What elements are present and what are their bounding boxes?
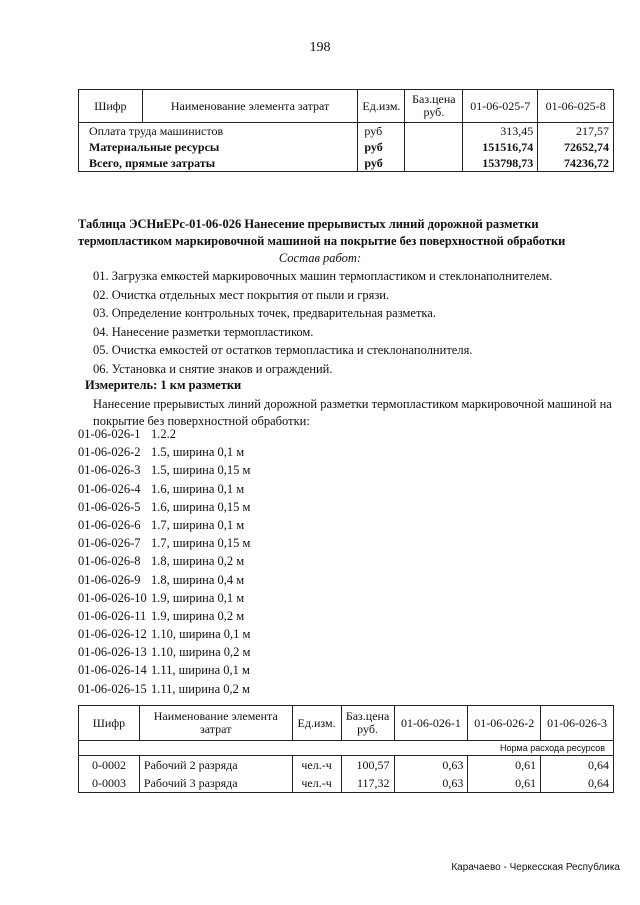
header-col-026-1: 01-06-026-1 [394,706,468,741]
row-code: 0-0002 [79,756,140,775]
footer-region: Карачаево - Черкесская Республика [451,862,620,873]
variant-text: 1.6, ширина 0,1 м [151,481,245,496]
header-col-025-7: 01-06-025-7 [463,90,538,123]
list-item [78,443,250,461]
row-value-1: 0,63 [394,756,468,775]
variant-code: 01-06-026-4 [78,481,141,496]
row-price: 100,57 [341,756,394,775]
header-col-026-3: 01-06-026-3 [541,706,614,741]
header-unit: Ед.изм. [358,90,405,123]
row-price: 117,32 [341,774,394,793]
description: Нанесение прерывистых линий дорожной разметки термопластиком маркировочной машиной на покрытие без поверхностной обработки: [93,397,612,428]
variant-text: 1.8, ширина 0,4 м [151,572,245,587]
row-unit: чел.-ч [292,774,341,793]
variant-list [78,425,250,698]
variant-text: 1.10, ширина 0,1 м [151,627,251,642]
row-value-2: 0,61 [468,756,541,775]
row-unit: руб [358,139,405,155]
row-value-1: 151516,74 [463,139,538,155]
row-unit: чел.-ч [292,756,341,775]
header-col-025-8: 01-06-025-8 [538,90,614,123]
variant-code: 01-06-026-9 [78,572,141,587]
table-row [79,774,614,793]
list-item: 06. Установка и снятие знаков и ограждений. [93,361,333,376]
list-item [78,625,250,643]
resource-norm-table [78,705,614,793]
list-item [78,589,250,607]
measure-unit: Измеритель: 1 км разметки [85,378,242,392]
list-item: 05. Очистка емкостей от остатков термопластика и стеклонаполнителя. [93,343,473,358]
variant-code: 01-06-026-6 [78,517,141,532]
variant-text: 1.5, ширина 0,1 м [151,445,245,460]
variant-text: 1.8, ширина 0,2 м [151,554,245,569]
row-name: Оплата труда машинистов [79,123,358,140]
variant-text: 1.6, ширина 0,15 м [151,499,251,514]
variant-text: 1.9, ширина 0,1 м [151,590,245,605]
list-item [78,571,250,589]
summary-cost-table [78,89,614,172]
list-item [78,461,250,479]
row-price [405,155,463,172]
variant-code: 01-06-026-13 [78,645,147,660]
norm-label: Норма расхода ресурсов [79,741,614,756]
table-title: Таблица ЭСНиЕРс-01-06-026 Нанесение прерывистых линий дорожной разметки термопластиком маркировочной машиной на покрытие без поверхностной обработки [78,217,566,248]
header-price: Баз.цена руб. [405,90,463,123]
row-price [405,123,463,140]
header-name: Наименование элемента затрат [139,706,292,741]
variant-text: 1.11, ширина 0,2 м [151,681,250,696]
row-value-1: 153798,73 [463,155,538,172]
row-unit: руб [358,155,405,172]
list-item [78,498,250,516]
variant-text: 1.9, ширина 0,2 м [151,608,245,623]
row-value-3: 0,64 [541,756,614,775]
list-item: 04. Нанесение разметки термопластиком. [93,324,314,339]
row-value-2: 217,57 [538,123,614,140]
list-item [78,643,250,661]
variant-code: 01-06-026-7 [78,536,141,551]
list-item [78,661,250,679]
list-item [78,552,250,570]
table-row [79,123,614,140]
header-price: Баз.цена руб. [341,706,394,741]
row-unit: руб [358,123,405,140]
row-value-2: 72652,74 [538,139,614,155]
norm-label-row [79,741,614,756]
row-name: Всего, прямые затраты [79,155,358,172]
row-name: Материальные ресурсы [79,139,358,155]
table-header-row [79,706,614,741]
variant-text: 1.7, ширина 0,15 м [151,536,251,551]
row-value-1: 313,45 [463,123,538,140]
row-value-1: 0,63 [394,774,468,793]
variant-code: 01-06-026-14 [78,663,147,678]
row-name: Рабочий 3 разряда [139,774,292,793]
variant-code: 01-06-026-15 [78,681,147,696]
list-item [78,480,250,498]
header-unit: Ед.изм. [292,706,341,741]
list-item [78,425,250,443]
row-price [405,139,463,155]
list-item: 01. Загрузка емкостей маркировочных машин термопластиком и стеклонаполнителем. [93,269,553,283]
variant-text: 1.11, ширина 0,1 м [151,663,250,678]
variant-code: 01-06-026-5 [78,499,141,514]
variant-text: 1.2.2 [151,427,176,441]
table-header-row [79,90,614,123]
variant-code: 01-06-026-8 [78,554,141,569]
list-item [78,680,250,698]
list-item [78,534,250,552]
page-number: 198 [309,40,331,55]
variant-code: 01-06-026-10 [78,590,147,605]
variant-text: 1.5, ширина 0,15 м [151,463,251,478]
row-code: 0-0003 [79,774,140,793]
row-name: Рабочий 2 разряда [139,756,292,775]
variant-code: 01-06-026-1 [78,427,141,441]
work-list [93,267,552,379]
header-code: Шифр [79,90,143,123]
table-row [79,155,614,172]
list-item [78,516,250,534]
header-col-026-2: 01-06-026-2 [468,706,541,741]
list-item: 02. Очистка отдельных мест покрытия от пыли и грязи. [93,287,390,302]
variant-code: 01-06-026-2 [78,445,141,460]
header-name: Наименование элемента затрат [142,90,358,123]
list-item: 03. Определение контрольных точек, предварительная разметка. [93,306,436,321]
variant-code: 01-06-026-11 [78,608,147,623]
row-value-2: 0,61 [468,774,541,793]
variant-code: 01-06-026-3 [78,463,141,478]
row-value-2: 74236,72 [538,155,614,172]
variant-code: 01-06-026-12 [78,627,147,642]
variant-text: 1.10, ширина 0,2 м [151,645,251,660]
table-row [79,139,614,155]
table-row [79,756,614,775]
row-value-3: 0,64 [541,774,614,793]
variant-text: 1.7, ширина 0,1 м [151,517,245,532]
header-code: Шифр [79,706,140,741]
work-composition-heading: Состав работ: [278,251,362,265]
list-item [78,607,250,625]
